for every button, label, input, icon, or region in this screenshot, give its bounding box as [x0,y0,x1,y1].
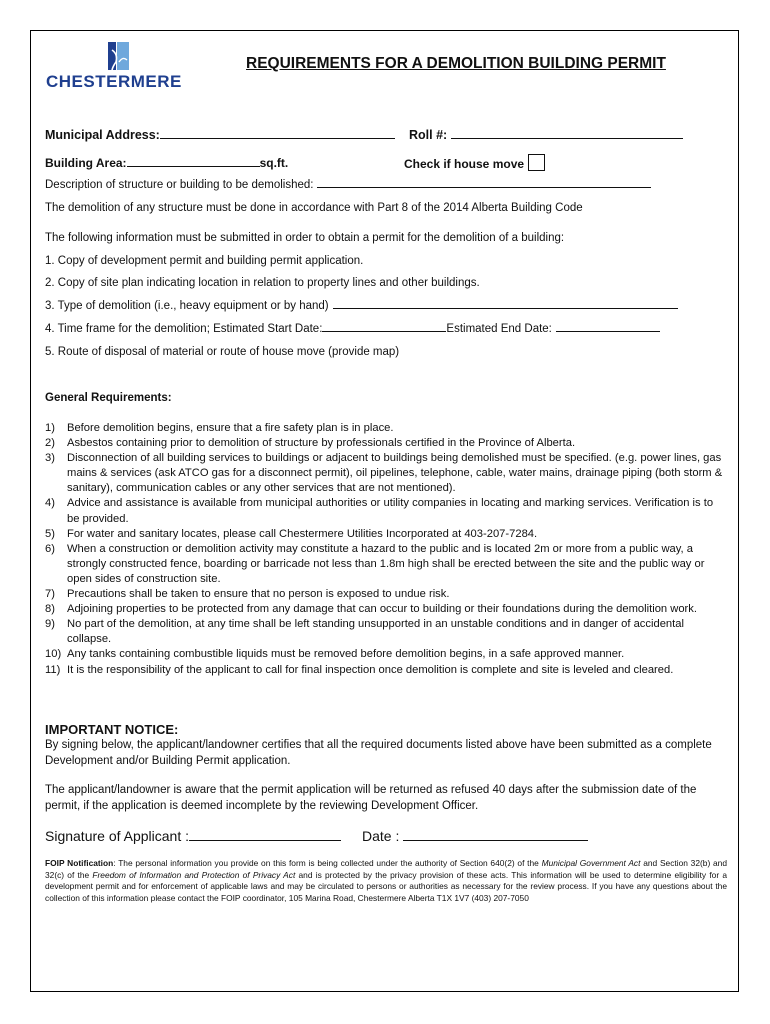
date-label: Date : [362,828,400,844]
building-area-unit: sq.ft. [259,156,289,170]
signature-line [189,839,341,841]
roll-label: Roll #: [409,128,448,142]
submit-intro: The following information must be submitted in order to obtain a permit for the demolition of a building: [45,232,565,244]
building-area-field[interactable] [45,156,288,170]
list-item: 11) It is the responsibility of the applicant to call for final inspection once demolition is complete and site is leveled and cleared. [45,663,674,676]
house-move-checkbox[interactable] [528,154,545,171]
roll-line [451,137,683,139]
submit-item-5: 5. Route of disposal of material or route of house move (provide map) [45,346,400,358]
submit-item-4-label: 4. Time frame for the demolition; Estimated Start Date: [45,323,323,335]
house-move-label: Check if house move [404,157,525,171]
code-statement: The demolition of any structure must be done in accordance with Part 8 of the 2014 Alberta Building Code [45,202,583,214]
description-line [317,186,651,188]
demolition-type-line [333,307,678,309]
date-field[interactable] [362,828,588,844]
list-item: 5) For water and sanitary locates, please call Chestermere Utilities Incorporated at 403-207-7284. [45,527,538,540]
list-item: 8) Adjoining properties to be protected from any damage that can occur to building or their foundations during the demolition work. [45,603,697,616]
building-area-line [127,165,260,167]
list-item: 7) Precautions shall be taken to ensure that no person is exposed to undue risk. [45,588,450,601]
list-item: 9) No part of the demolition, at any time shall be left standing unsupported in an unstable conditions and in danger of accidental collapse. [45,618,684,646]
list-item: 10) Any tanks containing combustible liquids must be removed before demolition begins, in a safe approved manner. [45,648,625,661]
date-line [403,839,588,841]
list-item: 6) When a construction or demolition activity may constitute a hazard to the public and is located 2m or more from a public way, a strongly constructed fence, boarding or barricade not less than 1.8m high shall be erected between the site and the public way or open sides of construction site. [45,542,705,585]
start-date-line [322,330,446,332]
submit-item-3[interactable] [45,300,678,312]
house-move-field [404,154,545,171]
end-date-line [556,330,660,332]
municipal-address-line [160,137,395,139]
list-item: 1) Before demolition begins, ensure that a fire safety plan is in place. [45,422,394,434]
submit-item-3-label: 3. Type of demolition (i.e., heavy equipment or by hand) [45,300,329,312]
roll-field[interactable] [409,128,683,142]
brand-name: CHESTERMERE [46,72,182,91]
list-item: 3) Disconnection of all building services to buildings or adjacent to buildings being demolished must be specified. (e.g. power lines, gas mains & services (ask ATCO gas for a disconnect permit), oil pipelines, telephone, cable, water mains, drainage piping (both storm & sanitary), communication cables or any other services that are not mentioned). [45,452,723,495]
foip-notification: FOIP Notification: The personal information you provide on this form is being collected under the authority of Section 640(2) of the Municipal Government Act and Section 32(b) and 32(c) of the Freedom of Information and Protection of Privacy Act and is protected by the privacy provision of these acts. This information will be used to determine eligibility for a development permit and for enforcement of applicable laws and may be circulated to persons or authorities as necessary for the review process. If you have any questions about the collection of this information please contact the FOIP coordinator, 105 Marina Road, Chestermere Alberta T1X 1V7 (403) 207-7050 [45,858,727,903]
building-area-label: Building Area: [45,156,127,170]
description-label: Description of structure or building to be demolished: [45,179,314,191]
important-notice-heading: IMPORTANT NOTICE: [45,722,179,737]
end-date-label: Estimated End Date: [446,323,552,335]
list-item: 2) Asbestos containing prior to demolition of structure by professionals certified in the Province of Alberta. [45,437,576,450]
signature-field[interactable] [45,828,341,844]
general-requirements-heading: General Requirements: [45,392,172,404]
description-field[interactable] [45,179,651,191]
notice-paragraph-1: By signing below, the applicant/landowner certifies that all the required documents listed above have been submitted as a complete Development and/or Building Permit application. [45,739,712,767]
foip-label: FOIP Notification [45,858,114,868]
page-title: REQUIREMENTS FOR A DEMOLITION BUILDING PERMIT [246,55,666,72]
requirements-list [45,421,725,678]
submit-item-1: 1. Copy of development permit and building permit application. [45,255,364,267]
municipal-address-label: Municipal Address: [45,128,160,142]
signature-label: Signature of Applicant : [45,828,189,844]
municipal-address-field[interactable] [45,128,395,142]
notice-paragraph-2: The applicant/landowner is aware that the permit application will be returned as refused 40 days after the submission date of the permit, if the application is deemed incomplete by the reviewing Development Officer. [45,784,697,812]
list-item: 4) Advice and assistance is available from municipal authorities or utility companies in locating and marking services. Verification is to be provided. [45,497,714,525]
submit-item-4[interactable] [45,323,660,335]
submit-item-2: 2. Copy of site plan indicating location in relation to property lines and other buildings. [45,277,480,289]
